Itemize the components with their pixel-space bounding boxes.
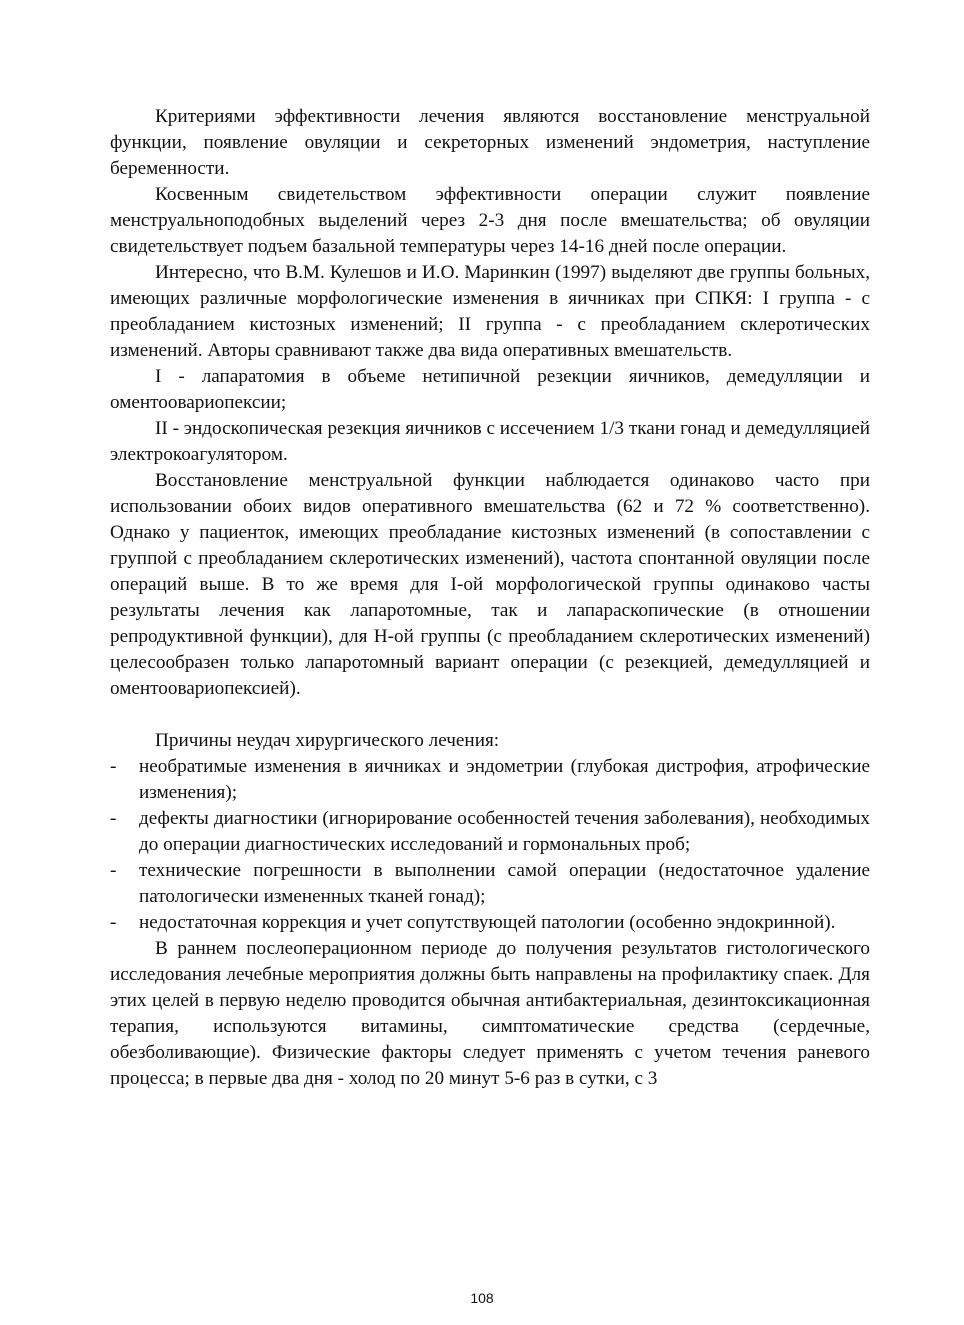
list-item (110, 858, 870, 910)
paragraph-endoscopic: II - эндоскопическая резекция яичников с иссечением 1/3 ткани гонад и демедулляцией электрокоагулятором. (110, 418, 870, 465)
list-item-text: недостаточная коррекция и учет сопутствующей патологии (особенно эндокринной). (139, 912, 836, 933)
list-item-text: необратимые изменения в яичниках и эндометрии (глубокая дистрофия, атрофические изменения); (139, 756, 870, 803)
paragraph-criteria: Критериями эффективности лечения являются восстановление менструальной функции, появление овуляции и секреторных изменений эндометрия, наступление беременности. (110, 106, 870, 179)
paragraph-patient-groups: Интересно, что В.М. Кулешов и И.О. Маринкин (1997) выделяют две группы больных, имеющих различные морфологические изменения в яичниках при СПКЯ: I группа - с преобладанием кистозных изменений; II группа - с преобладанием склеротических изменений. Авторы сравнивают также два вида оперативных вмешательств. (110, 262, 870, 361)
list-item (110, 806, 870, 858)
list-dash: - (110, 860, 117, 881)
failures-heading: Причины неудач хирургического лечения: (155, 730, 500, 751)
list-item-text: дефекты диагностики (игнорирование особенностей течения заболевания), необходимых до операции диагностических исследований и гормональных проб; (139, 808, 870, 855)
list-dash: - (110, 756, 117, 777)
paragraph-indirect-evidence: Косвенным свидетельством эффективности операции служит появление менструальноподобных выделений через 2-3 дня после вмешательства; об овуляции свидетельствует подъем базальной температуры через 14-16 дней после операции. (110, 184, 870, 257)
list-item-text: технические погрешности в выполнении самой операции (недостаточное удаление патологически измененных тканей гонад); (139, 860, 870, 907)
list-dash: - (110, 808, 117, 829)
paragraph-postoperative: В раннем послеоперационном периоде до получения результатов гистологического исследования лечебные мероприятия должны быть направлены на профилактику спаек. Для этих целей в первую неделю проводится обычная антибактериальная, дезинтоксикационная терапия, используются витамины, симптоматические средства (сердечные, обезболивающие). Физические факторы следует применять с учетом течения раневого процесса; в первые два дня - холод по 20 минут 5-6 раз в сутки, с 3 (110, 938, 870, 1089)
list-dash: - (110, 912, 117, 933)
list-item (110, 754, 870, 806)
failures-list (110, 754, 870, 936)
paragraph-menstrual-restoration: Восстановление менструальной функции наблюдается одинаково часто при использовании обоих видов оперативного вмешательства (62 и 72 % соответственно). Однако у пациенток, имеющих преобладание кистозных изменений (в сопоставлении с группой с преобладанием склеротических изменений), частота спонтанной овуляции после операций выше. В то же время для I-ой морфологической группы одинаково часты результаты лечения как лапаротомные, так и лапараскопические (в отношении репродуктивной функции), для Н-ой группы (с преобладанием склеротических изменений) целесообразен только лапаротомный вариант операции (с резекцией, демедулляцией и оментоовариопексией). (110, 470, 870, 699)
list-item (110, 910, 870, 936)
page-number: 108 (470, 1290, 494, 1306)
paragraph-laparotomy: I - лапаратомия в объеме нетипичной резекции яичников, демедулляции и оментоовариопексии; (110, 366, 870, 413)
document-page (110, 104, 870, 1092)
paragraph-spacer (110, 702, 870, 728)
